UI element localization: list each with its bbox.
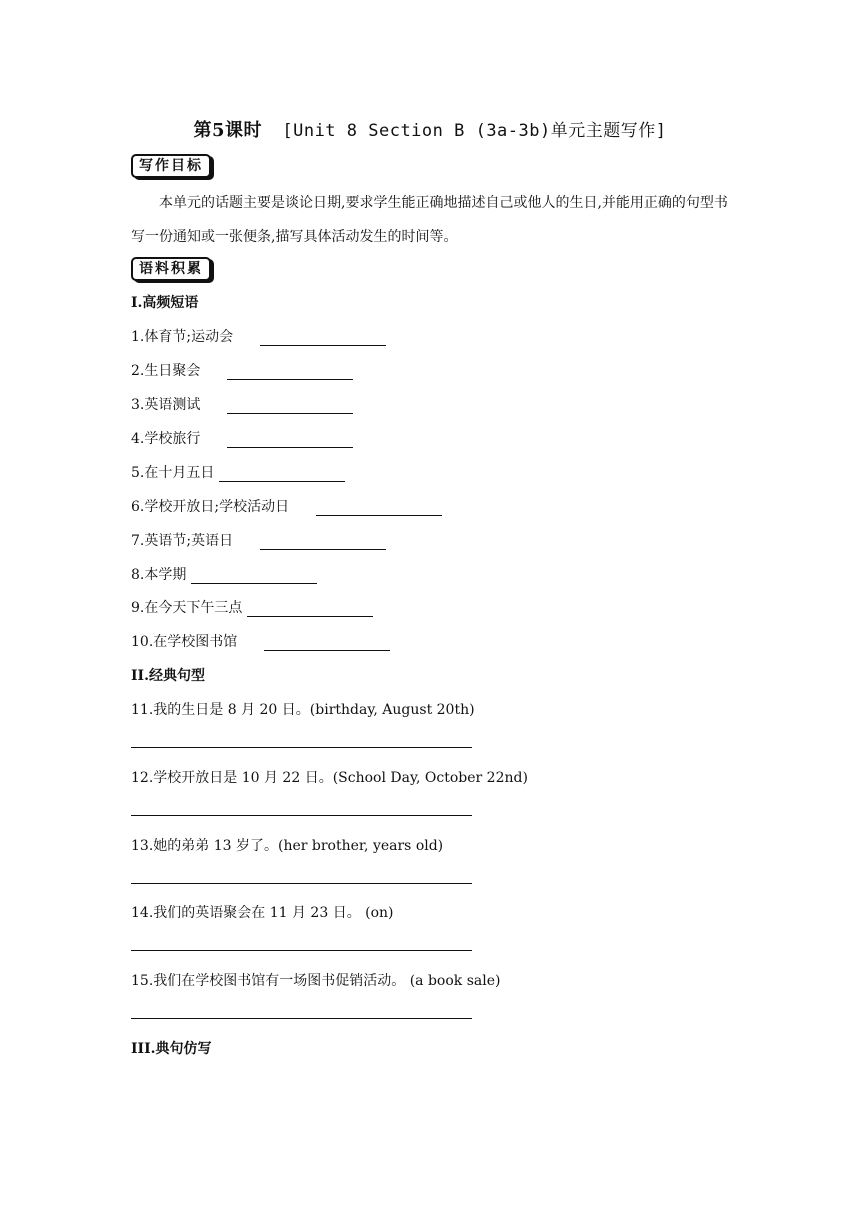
answer-blank[interactable] (260, 535, 386, 550)
sentence-item-11: 11.我的生日是 8 月 20 日。(birthday, August 20th) (131, 702, 475, 718)
answer-blank[interactable] (219, 467, 345, 482)
sentence-item-15: 15.我们在学校图书馆有一场图书促销活动。 (a book sale) (131, 973, 501, 989)
answer-blank[interactable] (227, 433, 353, 448)
phrase-item-8 (131, 564, 317, 584)
phrase-prompt: 8.本学期 (131, 567, 187, 583)
phrase-prompt: 5.在十月五日 (131, 465, 215, 481)
phrase-prompt: 3.英语测试 (131, 397, 201, 413)
answer-blank[interactable] (191, 569, 317, 584)
phrase-prompt: 7.英语节;英语日 (131, 533, 234, 549)
answer-blank[interactable] (227, 365, 353, 380)
section-heading-sentences: II.经典句型 (131, 668, 205, 684)
phrase-item-9 (131, 597, 373, 617)
lesson-number: 第5课时 (193, 120, 263, 141)
answer-line[interactable] (131, 882, 472, 884)
writing-goal-badge: 写作目标 (131, 154, 211, 178)
phrase-item-5 (131, 462, 345, 482)
answer-line[interactable] (131, 814, 472, 816)
sentence-item-12: 12.学校开放日是 10 月 22 日。(School Day, October 22nd) (131, 770, 528, 786)
phrase-item-3 (131, 394, 353, 414)
phrase-prompt: 1.体育节;运动会 (131, 329, 234, 345)
section-heading-phrases: I.高频短语 (131, 295, 199, 311)
phrase-item-7 (131, 530, 386, 550)
phrase-prompt: 6.学校开放日;学校活动日 (131, 499, 290, 515)
phrase-item-6 (131, 496, 442, 516)
answer-blank[interactable] (264, 636, 390, 651)
phrase-prompt: 4.学校旅行 (131, 431, 201, 447)
page-title (0, 116, 860, 142)
answer-blank[interactable] (227, 399, 353, 414)
answer-line[interactable] (131, 949, 472, 951)
section-heading-imitation: III.典句仿写 (131, 1041, 212, 1057)
phrase-item-4 (131, 428, 353, 448)
answer-line[interactable] (131, 746, 472, 748)
lesson-topic: [Unit 8 Section B (3a-3b)单元主题写作] (282, 121, 667, 141)
answer-blank[interactable] (247, 602, 373, 617)
answer-blank[interactable] (316, 501, 442, 516)
phrase-item-10 (131, 631, 390, 651)
answer-line[interactable] (131, 1017, 472, 1019)
phrase-item-2 (131, 360, 353, 380)
sentence-item-13: 13.她的弟弟 13 岁了。(her brother, years old) (131, 838, 444, 854)
phrase-item-1 (131, 326, 386, 346)
phrase-prompt: 10.在学校图书馆 (131, 634, 238, 650)
intro-paragraph: 本单元的话题主要是谈论日期,要求学生能正确地描述自己或他人的生日,并能用正确的句型书写一份通知或一张便条,描写具体活动发生的时间等。 (131, 195, 728, 245)
material-accumulation-badge: 语料积累 (131, 257, 211, 281)
sentence-item-14: 14.我们的英语聚会在 11 月 23 日。 (on) (131, 905, 394, 921)
phrase-prompt: 2.生日聚会 (131, 363, 201, 379)
answer-blank[interactable] (260, 331, 386, 346)
phrase-prompt: 9.在今天下午三点 (131, 600, 243, 616)
